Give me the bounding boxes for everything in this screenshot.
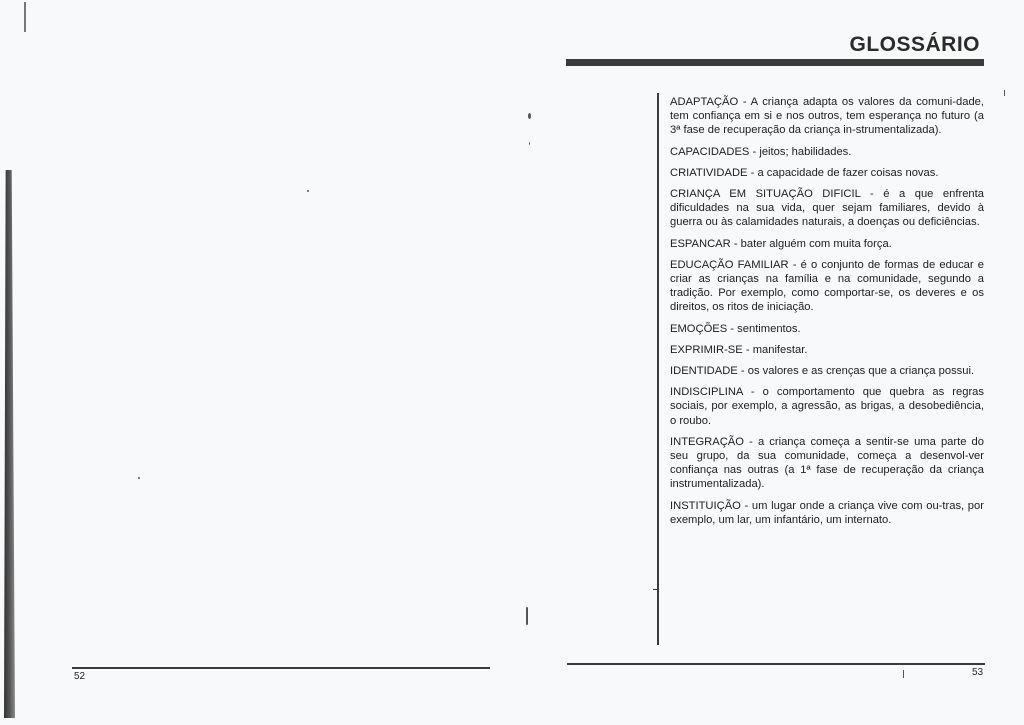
glossary-definition: bater alguém com muita força. bbox=[740, 237, 892, 250]
term-separator: - bbox=[730, 237, 741, 250]
term-separator: - bbox=[742, 343, 753, 356]
glossary-definition: um lugar onde a criança vive com ou-tras, por exemplo, um lar, um infantário, um internato. bbox=[670, 499, 984, 526]
right-page-number: 53 bbox=[972, 667, 984, 678]
glossary-entry-instituicao bbox=[670, 499, 984, 527]
rule-tick-mark bbox=[653, 589, 658, 590]
glossary-entry-integracao bbox=[670, 435, 984, 492]
glossary-entry-indisciplina bbox=[670, 385, 984, 428]
scan-speck bbox=[528, 113, 531, 119]
glossary-entry-adaptacao bbox=[670, 95, 984, 138]
glossary-term: EXPRIMIR-SE bbox=[670, 343, 743, 356]
glossary-term: EDUCAÇÃO FAMILIAR bbox=[670, 258, 789, 271]
glossary-entry-criatividade bbox=[670, 166, 984, 180]
glossary-definition: A criança adapta os valores da comuni-dade, tem confiança em si e nos outros, tem esperança no futuro (a 3ª fase de recuperação da criança in-strumentalizada). bbox=[670, 96, 985, 137]
left-footer-rule bbox=[72, 667, 490, 669]
glossary-term: ADAPTAÇÃO bbox=[670, 96, 739, 108]
term-separator: - bbox=[737, 365, 748, 378]
left-page-number: 52 bbox=[74, 671, 86, 682]
glossary-term: EMOÇÕES bbox=[670, 322, 728, 335]
term-separator: - bbox=[742, 386, 763, 399]
scan-speck bbox=[307, 190, 309, 192]
glossary-list bbox=[670, 95, 984, 534]
glossary-entry-identidade bbox=[670, 364, 984, 378]
glossary-entry-crianca-situacao-dificil bbox=[670, 187, 984, 230]
glossary-entry-educacao-familiar bbox=[670, 258, 984, 315]
glossary-entry-exprimir-se bbox=[670, 343, 984, 357]
glossary-definition: manifestar. bbox=[752, 343, 808, 356]
scan-speck bbox=[526, 607, 528, 625]
term-separator: - bbox=[743, 435, 758, 448]
glossary-definition: é a que enfrenta dificuldades na sua vida, quer sejam familiares, devido à guerra ou às calamidades naturais, a doenças ou deficiências. bbox=[670, 188, 984, 229]
scan-speck bbox=[903, 670, 904, 678]
term-separator: - bbox=[788, 258, 801, 271]
term-separator: - bbox=[749, 145, 760, 158]
glossary-term: INDISCIPLINA bbox=[670, 386, 743, 399]
glossary-definition: sentimentos. bbox=[737, 322, 801, 335]
glossary-term: CRIANÇA EM SITUAÇÃO DIFICIL bbox=[670, 188, 861, 201]
glossary-entry-emocoes bbox=[670, 322, 984, 336]
glossary-definition: é o conjunto de formas de educar e criar as crianças na família e na comunidade, segundo a tradição. Por exemplo, como comportar-se, os deveres e os direitos, os ritos de iniciação. bbox=[670, 258, 984, 314]
glossary-term: INTEGRAÇÃO bbox=[670, 435, 744, 448]
glossary-definition: os valores e as crenças que a criança possui. bbox=[747, 365, 975, 378]
glossary-definition: a criança começa a sentir-se uma parte do seu grupo, da sua comunidade, começa a desenvol-ver confiança nas outras (a 1ª fase de recuperação da criança instrumentalizada). bbox=[670, 435, 984, 491]
title-underline-bar bbox=[566, 59, 984, 66]
glossary-vertical-rule bbox=[657, 93, 659, 645]
scan-speck bbox=[138, 477, 140, 479]
glossary-term: ESPANCAR bbox=[670, 237, 731, 250]
scan-speck bbox=[1004, 90, 1005, 96]
glossary-definition: o comportamento que quebra as regras sociais, por exemplo, a agressão, as brigas, a desobediência, o roubo. bbox=[670, 386, 984, 427]
glossary-entry-capacidades bbox=[670, 145, 984, 159]
term-separator: - bbox=[747, 166, 758, 179]
term-separator: - bbox=[727, 322, 738, 335]
term-separator: - bbox=[740, 499, 752, 512]
term-separator: - bbox=[738, 96, 751, 108]
right-footer-rule bbox=[567, 663, 985, 665]
scan-speck bbox=[529, 142, 530, 145]
glossary-term: CRIATIVIDADE bbox=[670, 166, 748, 179]
term-separator: - bbox=[860, 188, 884, 201]
glossary-term: CAPACIDADES bbox=[670, 145, 750, 158]
glossary-term: IDENTIDADE bbox=[670, 365, 738, 378]
glossary-term: INSTITUIÇÃO bbox=[670, 499, 741, 512]
glossary-definition: a capacidade de fazer coisas novas. bbox=[757, 166, 939, 179]
glossary-entry-espancar bbox=[670, 237, 984, 251]
glossary-definition: jeitos; habilidades. bbox=[759, 145, 852, 158]
page-title: GLOSSÁRIO bbox=[849, 33, 980, 56]
